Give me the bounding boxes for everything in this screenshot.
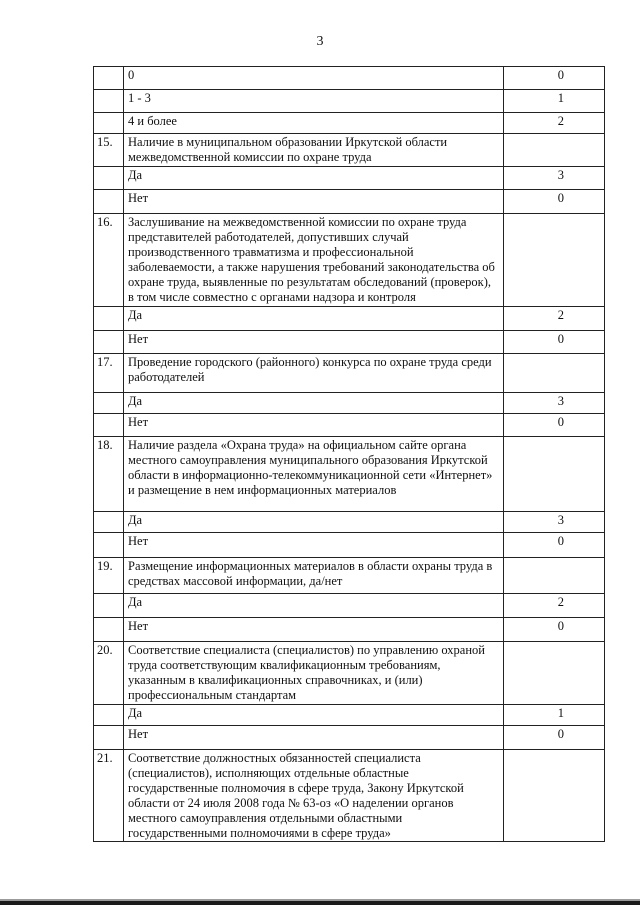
score-value [504, 437, 605, 512]
score-value: 3 [504, 512, 605, 533]
table-row [94, 167, 605, 190]
table-row [94, 190, 605, 214]
criterion-text: Заслушивание на межведомственной комиссии по охране труда представителей работодателей, допустивших случай производственного травматизма и профессиональной заболеваемости, а также нарушения требований законодательства об охране труда, выявленные по результатам обследований (проверок), в том числе совместно с органами надзора и контроля [124, 214, 504, 307]
row-number [94, 307, 124, 331]
score-value: 1 [504, 705, 605, 726]
criterion-text: Нет [124, 331, 504, 354]
score-value: 3 [504, 393, 605, 414]
criterion-text: Нет [124, 414, 504, 437]
table-row [94, 618, 605, 642]
table-row [94, 414, 605, 437]
row-number [94, 533, 124, 558]
criterion-text: Да [124, 307, 504, 331]
table-row [94, 354, 605, 393]
row-number [94, 331, 124, 354]
table-row [94, 726, 605, 750]
table-row [94, 594, 605, 618]
score-value [504, 750, 605, 842]
row-number: 19. [94, 558, 124, 594]
row-number: 17. [94, 354, 124, 393]
score-value [504, 354, 605, 393]
row-number: 20. [94, 642, 124, 705]
criterion-text: Наличие в муниципальном образовании Иркутской области межведомственной комиссии по охране труда [124, 134, 504, 167]
criterion-text: 4 и более [124, 113, 504, 134]
score-value: 2 [504, 113, 605, 134]
table-row [94, 134, 605, 167]
table-row [94, 705, 605, 726]
criterion-text: Соответствие должностных обязанностей специалиста (специалистов), исполняющих отдельные областные государственные полномочия в сфере труда, Закону Иркутской области от 24 июля 2008 года № 63-оз «О наделении органов местного самоуправления отдельными областными государственными полномочиями в сфере труда» [124, 750, 504, 842]
row-number [94, 67, 124, 90]
score-value: 0 [504, 414, 605, 437]
score-value [504, 558, 605, 594]
table-row [94, 214, 605, 307]
row-number: 15. [94, 134, 124, 167]
table-row [94, 113, 605, 134]
criterion-text: Соответствие специалиста (специалистов) по управлению охраной труда соответствующим квалификационным требованиям, указанным в квалификационных справочниках, и (или) профессиональным стандартам [124, 642, 504, 705]
table-row [94, 642, 605, 705]
score-value: 2 [504, 594, 605, 618]
row-number [94, 726, 124, 750]
criterion-text: Нет [124, 533, 504, 558]
scan-edge-bar [0, 901, 640, 905]
score-value: 0 [504, 618, 605, 642]
row-number [94, 393, 124, 414]
table-row [94, 67, 605, 90]
criterion-text: Проведение городского (районного) конкурса по охране труда среди работодателей [124, 354, 504, 393]
score-value: 0 [504, 726, 605, 750]
table-row [94, 331, 605, 354]
table-row [94, 393, 605, 414]
criterion-text: Да [124, 594, 504, 618]
score-value: 0 [504, 533, 605, 558]
page-number: 3 [316, 34, 324, 49]
criterion-text: 0 [124, 67, 504, 90]
score-value: 2 [504, 307, 605, 331]
criterion-text: Да [124, 167, 504, 190]
criterion-text: Нет [124, 190, 504, 214]
row-number [94, 414, 124, 437]
criterion-text: Нет [124, 726, 504, 750]
score-value: 3 [504, 167, 605, 190]
criterion-text: 1 - 3 [124, 90, 504, 113]
table-row [94, 90, 605, 113]
score-value: 0 [504, 67, 605, 90]
row-number [94, 618, 124, 642]
table-row [94, 512, 605, 533]
criterion-text: Да [124, 393, 504, 414]
table-row [94, 533, 605, 558]
score-value: 0 [504, 190, 605, 214]
criterion-text: Да [124, 705, 504, 726]
row-number [94, 190, 124, 214]
criterion-text: Нет [124, 618, 504, 642]
criteria-table [93, 66, 605, 842]
row-number [94, 90, 124, 113]
score-value [504, 214, 605, 307]
score-value: 0 [504, 331, 605, 354]
row-number: 18. [94, 437, 124, 512]
score-value: 1 [504, 90, 605, 113]
table-row [94, 558, 605, 594]
row-number [94, 167, 124, 190]
table-row [94, 750, 605, 842]
row-number [94, 594, 124, 618]
criterion-text: Да [124, 512, 504, 533]
row-number: 21. [94, 750, 124, 842]
score-value [504, 134, 605, 167]
row-number [94, 113, 124, 134]
score-value [504, 642, 605, 705]
row-number [94, 512, 124, 533]
table-row [94, 307, 605, 331]
row-number [94, 705, 124, 726]
criterion-text: Наличие раздела «Охрана труда» на официальном сайте органа местного самоуправления муниципального образования Иркутской области в информационно-телекоммуникационной сети «Интернет» и размещение в нем информационных материалов [124, 437, 504, 512]
table-row [94, 437, 605, 512]
row-number: 16. [94, 214, 124, 307]
criterion-text: Размещение информационных материалов в области охраны труда в средствах массовой информации, да/нет [124, 558, 504, 594]
